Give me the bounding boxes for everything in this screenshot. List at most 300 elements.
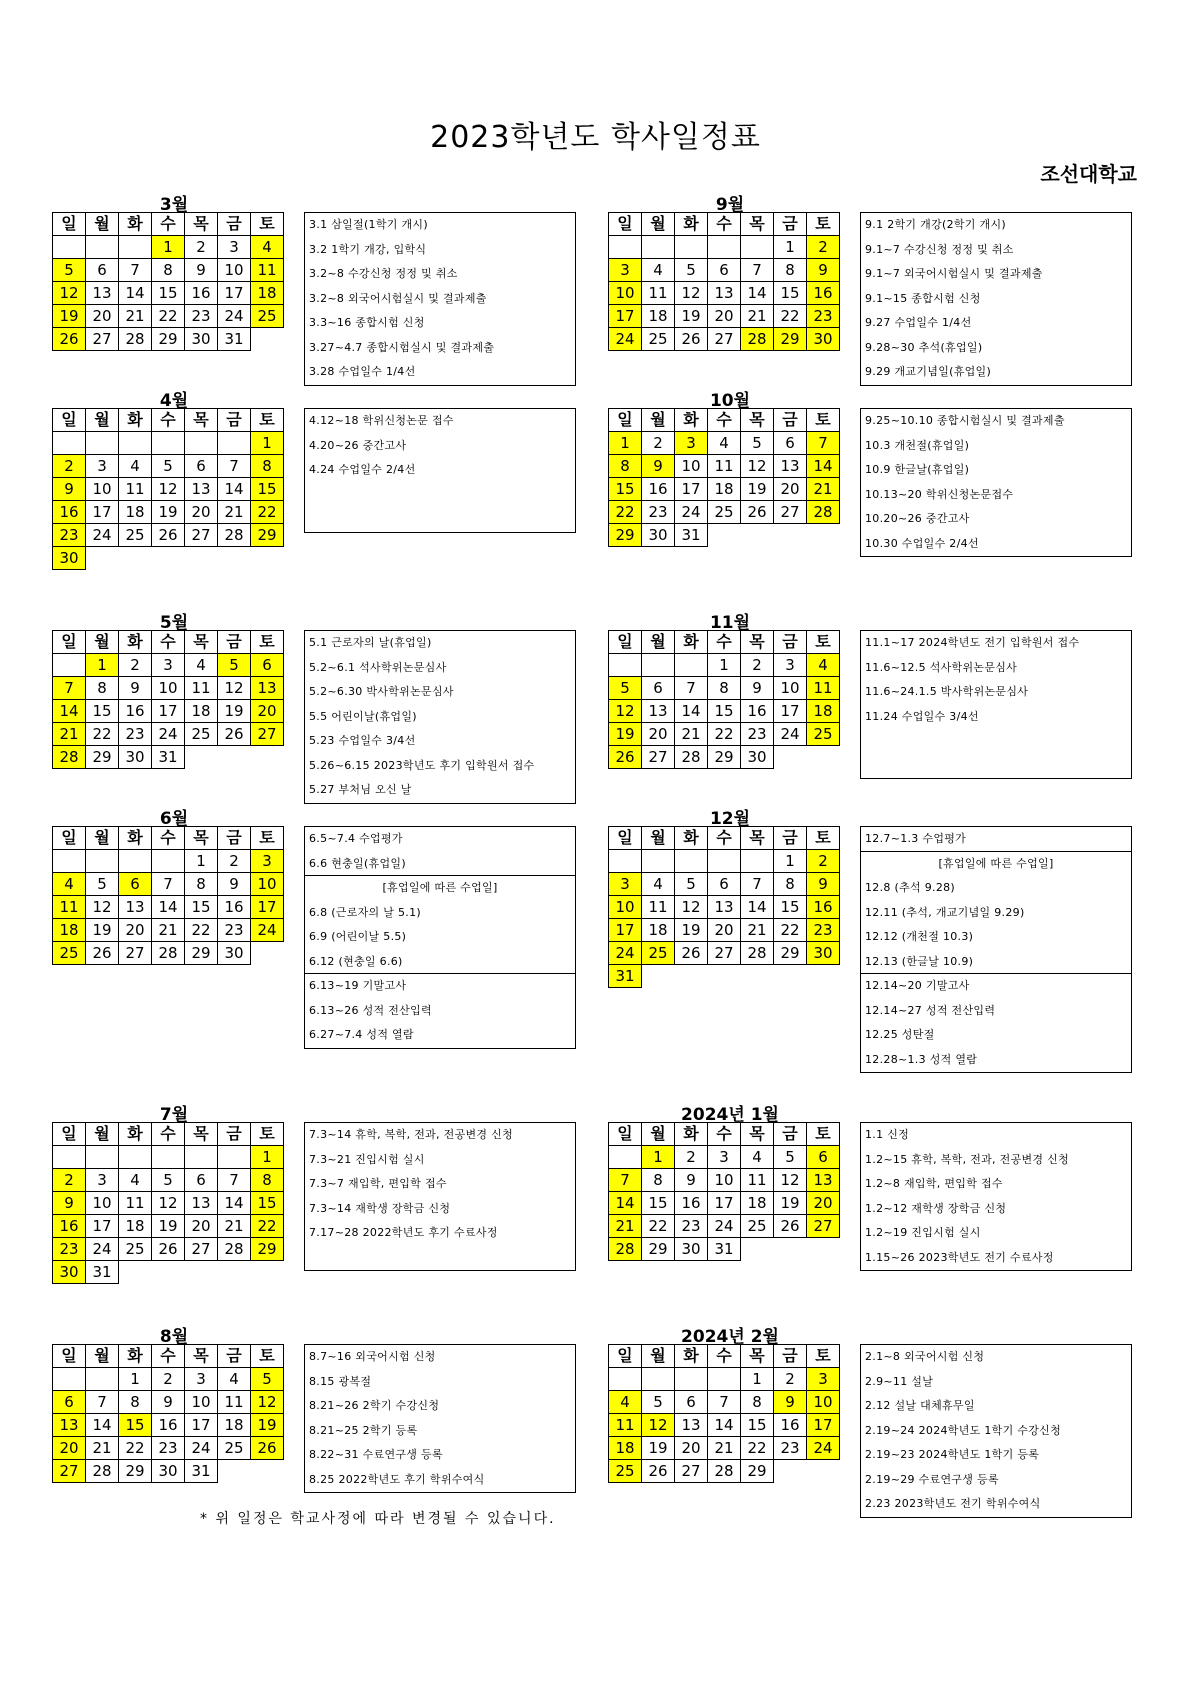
day-cell: 8: [642, 1169, 675, 1192]
day-cell: 1: [774, 236, 807, 259]
weekday-header: 일: [609, 1123, 642, 1146]
day-cell: 18: [642, 919, 675, 942]
weekday-header: 목: [741, 1345, 774, 1368]
month-label: 4월: [159, 391, 189, 411]
day-cell: 11: [119, 478, 152, 501]
week-row: [609, 1215, 840, 1238]
day-cell: 29: [774, 942, 807, 965]
day-cell: 8: [708, 677, 741, 700]
weekday-header: 화: [675, 631, 708, 654]
week-row: [609, 746, 840, 769]
day-cell: 5: [741, 432, 774, 455]
day-cell: 27: [807, 1215, 840, 1238]
event-item: 12.11 (추석, 개교기념일 9.29): [865, 905, 1025, 919]
day-cell: 25: [708, 501, 741, 524]
week-row: [53, 259, 284, 282]
blank-cell: [774, 524, 807, 547]
month-table: [608, 1344, 840, 1483]
day-cell: 27: [185, 1238, 218, 1261]
day-cell: 22: [774, 919, 807, 942]
empty-cell: [609, 236, 642, 259]
day-cell: 26: [774, 1215, 807, 1238]
day-cell: 27: [642, 746, 675, 769]
day-cell: 15: [708, 700, 741, 723]
day-cell: 14: [807, 455, 840, 478]
day-cell: 12: [53, 282, 86, 305]
month-table: [52, 1344, 284, 1483]
day-cell: 15: [609, 478, 642, 501]
weekday-header: 일: [609, 827, 642, 850]
month-m5: [52, 613, 284, 769]
day-cell: 14: [741, 282, 774, 305]
events-box: [860, 212, 1132, 386]
month-table: [52, 826, 284, 965]
day-cell: 21: [218, 501, 251, 524]
weekday-header: 토: [807, 1345, 840, 1368]
day-cell: 11: [218, 1391, 251, 1414]
day-cell: 20: [642, 723, 675, 746]
day-cell: 4: [741, 1146, 774, 1169]
weekday-header: 월: [86, 409, 119, 432]
day-cell: 1: [609, 432, 642, 455]
day-cell: 26: [86, 942, 119, 965]
week-row: [53, 850, 284, 873]
day-cell: 8: [774, 873, 807, 896]
day-cell: 1: [774, 850, 807, 873]
week-row: [609, 850, 840, 873]
month-label: 7월: [159, 1105, 189, 1125]
empty-cell: [119, 850, 152, 873]
week-row: [609, 432, 840, 455]
day-cell: 20: [774, 478, 807, 501]
day-cell: 14: [218, 1192, 251, 1215]
day-cell: 7: [609, 1169, 642, 1192]
day-cell: 22: [642, 1215, 675, 1238]
events-box: [304, 1344, 576, 1493]
day-cell: 18: [251, 282, 284, 305]
weekday-header: 일: [609, 631, 642, 654]
day-cell: 8: [774, 259, 807, 282]
event-item: 6.12 (현충일 6.6): [305, 950, 575, 975]
empty-cell: [675, 654, 708, 677]
day-cell: 20: [185, 501, 218, 524]
event-item: 12.13 (한글날 10.9): [861, 950, 1131, 975]
empty-cell: [708, 850, 741, 873]
day-cell: 31: [708, 1238, 741, 1261]
weekday-header: 월: [86, 827, 119, 850]
weekday-header: 월: [642, 631, 675, 654]
week-row: [53, 942, 284, 965]
day-cell: 21: [218, 1215, 251, 1238]
day-cell: 8: [741, 1391, 774, 1414]
day-cell: 3: [807, 1368, 840, 1391]
event-item: [휴업일에 따른 수업일]: [382, 881, 498, 894]
week-row: [609, 328, 840, 351]
event-item: 10.20~26 중간고사: [865, 512, 970, 525]
day-cell: 13: [708, 282, 741, 305]
blank-cell: [741, 965, 774, 988]
day-cell: 2: [675, 1146, 708, 1169]
empty-cell: [86, 1146, 119, 1169]
month-label: 2024년 1월: [681, 1105, 779, 1125]
month-label: 9월: [715, 195, 745, 215]
day-cell: 2: [807, 236, 840, 259]
blank-cell: [807, 524, 840, 547]
day-cell: 29: [86, 746, 119, 769]
day-cell: 16: [807, 282, 840, 305]
event-item: 12.8 (추석 9.28): [865, 881, 956, 894]
blank-cell: [251, 328, 284, 351]
day-cell: 23: [53, 524, 86, 547]
empty-cell: [609, 1146, 642, 1169]
week-row: [53, 677, 284, 700]
event-item: 9.1 2학기 개강(2학기 개시): [865, 218, 1006, 231]
blank-cell: [251, 746, 284, 769]
day-cell: 6: [251, 654, 284, 677]
event-item: 7.17~28 2022학년도 후기 수료사정: [309, 1226, 498, 1239]
day-cell: 22: [185, 919, 218, 942]
day-cell: 7: [741, 873, 774, 896]
empty-cell: [218, 1146, 251, 1169]
event-item: 9.27 수업일수 1/4선: [865, 316, 972, 329]
weekday-header: 금: [218, 827, 251, 850]
event-item: 11.1~17 2024학년도 전기 입학원서 접수: [865, 636, 1080, 649]
day-cell: 19: [86, 919, 119, 942]
event-item: 6.8 (근로자의 날 5.1): [309, 905, 421, 919]
weekday-header: 수: [152, 827, 185, 850]
day-cell: 8: [119, 1391, 152, 1414]
day-cell: 12: [152, 478, 185, 501]
page-title: 2023학년도 학사일정표: [430, 120, 761, 155]
day-cell: 17: [152, 700, 185, 723]
day-cell: 4: [251, 236, 284, 259]
event-item: 4.20~26 중간고사: [309, 438, 407, 452]
day-cell: 14: [86, 1414, 119, 1437]
month-label: 6월: [159, 809, 189, 829]
blank-cell: [185, 547, 218, 570]
day-cell: 14: [53, 700, 86, 723]
event-item: 2.19~23 2024학년도 1학기 등록: [865, 1448, 1040, 1461]
week-row: [53, 654, 284, 677]
weekday-header: 금: [774, 827, 807, 850]
day-cell: 17: [185, 1414, 218, 1437]
week-row: [609, 236, 840, 259]
day-cell: 22: [708, 723, 741, 746]
day-cell: 17: [86, 1215, 119, 1238]
event-item: 3.2~8 외국어시험실시 및 결과제출: [309, 291, 487, 305]
weekday-header: 토: [251, 827, 284, 850]
event-item: 3.28 수업일수 1/4선: [309, 365, 416, 378]
weekday-header: 금: [774, 1123, 807, 1146]
day-cell: 31: [609, 965, 642, 988]
day-cell: 4: [119, 1169, 152, 1192]
event-item: 12.28~1.3 성적 열람: [865, 1052, 978, 1066]
day-cell: 27: [251, 723, 284, 746]
day-cell: 30: [642, 524, 675, 547]
day-cell: 16: [119, 700, 152, 723]
month-m2: [608, 1327, 840, 1483]
day-cell: 28: [86, 1460, 119, 1483]
weekday-header: 토: [251, 409, 284, 432]
day-cell: 24: [774, 723, 807, 746]
event-item: 5.1 근로자의 날(휴업일): [309, 636, 432, 649]
weekday-header: 목: [741, 1123, 774, 1146]
weekday-header: 화: [119, 631, 152, 654]
week-row: [609, 919, 840, 942]
month-m7: [52, 1105, 284, 1284]
event-item: 6.13~26 성적 전산입력: [309, 1003, 432, 1017]
empty-cell: [152, 850, 185, 873]
event-item: 9.28~30 추석(휴업일): [865, 340, 983, 354]
week-row: [609, 305, 840, 328]
day-cell: 19: [218, 700, 251, 723]
day-cell: 7: [675, 677, 708, 700]
day-cell: 14: [675, 700, 708, 723]
event-item: 1.2~8 재입학, 편입학 접수: [865, 1177, 1003, 1190]
day-cell: 12: [675, 282, 708, 305]
day-cell: 29: [642, 1238, 675, 1261]
day-cell: 30: [741, 746, 774, 769]
day-cell: 29: [152, 328, 185, 351]
day-cell: 19: [741, 478, 774, 501]
day-cell: 20: [708, 919, 741, 942]
day-cell: 3: [609, 873, 642, 896]
weekday-header: 화: [675, 409, 708, 432]
empty-cell: [53, 1146, 86, 1169]
day-cell: 10: [807, 1391, 840, 1414]
blank-cell: [741, 524, 774, 547]
blank-cell: [251, 547, 284, 570]
day-cell: 8: [152, 259, 185, 282]
event-item: 2.19~29 수료연구생 등록: [865, 1472, 999, 1486]
day-cell: 10: [609, 282, 642, 305]
blank-cell: [807, 746, 840, 769]
day-cell: 19: [251, 1414, 284, 1437]
day-cell: 30: [807, 328, 840, 351]
day-cell: 13: [675, 1414, 708, 1437]
day-cell: 6: [53, 1391, 86, 1414]
day-cell: 24: [251, 919, 284, 942]
day-cell: 9: [218, 873, 251, 896]
event-item: 6.6 현충일(휴업일): [305, 852, 575, 877]
footnote: * 위 일정은 학교사정에 따라 변경될 수 있습니다.: [200, 1511, 556, 1527]
event-item: 12.25 성탄절: [865, 1028, 935, 1041]
day-cell: 10: [774, 677, 807, 700]
day-cell: 12: [251, 1391, 284, 1414]
day-cell: 24: [152, 723, 185, 746]
day-cell: 18: [708, 478, 741, 501]
event-item: 2.1~8 외국어시험 신청: [865, 1350, 985, 1363]
day-cell: 10: [86, 478, 119, 501]
week-row: [53, 501, 284, 524]
blank-cell: [807, 1238, 840, 1261]
event-item: 5.5 어린이날(휴업일): [309, 709, 417, 723]
empty-cell: [53, 1368, 86, 1391]
week-row: [609, 1391, 840, 1414]
day-cell: 27: [86, 328, 119, 351]
day-cell: 28: [119, 328, 152, 351]
day-cell: 24: [708, 1215, 741, 1238]
events-box: [860, 1122, 1132, 1271]
week-row: [609, 478, 840, 501]
day-cell: 7: [807, 432, 840, 455]
day-cell: 11: [185, 677, 218, 700]
day-cell: 11: [251, 259, 284, 282]
weekday-header: 토: [807, 1123, 840, 1146]
event-item: 3.27~4.7 종합시험실시 및 결과제출: [309, 340, 495, 354]
week-row: [53, 1146, 284, 1169]
day-cell: 11: [642, 282, 675, 305]
weekday-header: 금: [774, 409, 807, 432]
day-cell: 15: [642, 1192, 675, 1215]
day-cell: 16: [774, 1414, 807, 1437]
week-row: [53, 746, 284, 769]
weekday-header: 목: [185, 213, 218, 236]
day-cell: 18: [642, 305, 675, 328]
weekday-header: 수: [708, 1345, 741, 1368]
weekday-header: 일: [53, 1123, 86, 1146]
month-m8: [52, 1327, 284, 1483]
day-cell: 23: [807, 919, 840, 942]
month-label: 12월: [709, 809, 751, 829]
day-cell: 15: [741, 1414, 774, 1437]
weekday-header: 일: [609, 409, 642, 432]
day-cell: 12: [152, 1192, 185, 1215]
blank-cell: [218, 746, 251, 769]
weekday-header: 금: [218, 213, 251, 236]
day-cell: 25: [119, 1238, 152, 1261]
weekday-header: 월: [642, 213, 675, 236]
day-cell: 21: [119, 305, 152, 328]
empty-cell: [708, 236, 741, 259]
week-row: [609, 455, 840, 478]
week-row: [609, 700, 840, 723]
month-table: [52, 630, 284, 769]
day-cell: 1: [741, 1368, 774, 1391]
blank-cell: [218, 1460, 251, 1483]
day-cell: 6: [642, 677, 675, 700]
blank-cell: [708, 965, 741, 988]
weekday-header: 토: [251, 1345, 284, 1368]
day-cell: 22: [119, 1437, 152, 1460]
day-cell: 9: [152, 1391, 185, 1414]
day-cell: 9: [119, 677, 152, 700]
empty-cell: [119, 1146, 152, 1169]
day-cell: 12: [218, 677, 251, 700]
day-cell: 28: [741, 328, 774, 351]
day-cell: 3: [609, 259, 642, 282]
day-cell: 24: [185, 1437, 218, 1460]
week-row: [53, 873, 284, 896]
event-item: 6.13~19 기말고사: [309, 979, 407, 992]
empty-cell: [741, 850, 774, 873]
weekday-header: 수: [152, 1345, 185, 1368]
day-cell: 10: [185, 1391, 218, 1414]
week-row: [609, 501, 840, 524]
day-cell: 23: [53, 1238, 86, 1261]
day-cell: 7: [741, 259, 774, 282]
day-cell: 7: [152, 873, 185, 896]
week-row: [53, 1215, 284, 1238]
month-m11: [608, 613, 840, 769]
week-row: [609, 677, 840, 700]
day-cell: 8: [185, 873, 218, 896]
event-item: 8.15 광복절: [309, 1374, 372, 1388]
week-row: [53, 305, 284, 328]
day-cell: 7: [86, 1391, 119, 1414]
event-item: 8.21~26 2학기 수강신청: [309, 1399, 440, 1412]
event-item: 7.3~7 재입학, 편입학 접수: [309, 1177, 447, 1190]
week-row: [53, 432, 284, 455]
week-row: [53, 547, 284, 570]
day-cell: 14: [119, 282, 152, 305]
event-item: 5.2~6.1 석사학위논문심사: [309, 660, 447, 674]
day-cell: 4: [218, 1368, 251, 1391]
weekday-header: 화: [119, 1345, 152, 1368]
blank-cell: [152, 547, 185, 570]
event-item: 4.12~18 학위신청논문 접수: [309, 414, 454, 427]
event-item: [휴업일에 따른 수업일]: [938, 856, 1054, 870]
event-item: 1.2~15 휴학, 복학, 전과, 전공변경 신청: [865, 1152, 1069, 1166]
day-cell: 24: [86, 524, 119, 547]
week-row: [53, 723, 284, 746]
event-item: 1.15~26 2023학년도 전기 수료사정: [865, 1250, 1054, 1264]
weekday-header: 토: [251, 631, 284, 654]
blank-cell: [774, 965, 807, 988]
event-item: 6.27~7.4 성적 열람: [309, 1028, 414, 1041]
day-cell: 1: [185, 850, 218, 873]
day-cell: 21: [741, 305, 774, 328]
day-cell: 25: [642, 942, 675, 965]
day-cell: 29: [609, 524, 642, 547]
day-cell: 16: [53, 501, 86, 524]
week-row: [609, 1437, 840, 1460]
month-table: [52, 408, 284, 570]
day-cell: 2: [218, 850, 251, 873]
event-item: 10.30 수업일수 2/4선: [865, 536, 979, 550]
weekday-header: 목: [185, 1345, 218, 1368]
day-cell: 13: [251, 677, 284, 700]
day-cell: 20: [53, 1437, 86, 1460]
event-item: 10.9 한글날(휴업일): [865, 463, 970, 476]
day-cell: 16: [675, 1192, 708, 1215]
day-cell: 2: [53, 1169, 86, 1192]
month-m10: [608, 391, 840, 547]
event-item: 5.26~6.15 2023학년도 후기 입학원서 접수: [309, 758, 535, 772]
event-item: 6.9 (어린이날 5.5): [309, 930, 407, 943]
empty-cell: [185, 432, 218, 455]
day-cell: 21: [152, 919, 185, 942]
week-row: [609, 896, 840, 919]
day-cell: 25: [251, 305, 284, 328]
day-cell: 21: [86, 1437, 119, 1460]
day-cell: 26: [675, 328, 708, 351]
day-cell: 25: [741, 1215, 774, 1238]
day-cell: 29: [119, 1460, 152, 1483]
week-row: [53, 1460, 284, 1483]
day-cell: 30: [185, 328, 218, 351]
day-cell: 5: [53, 259, 86, 282]
day-cell: 13: [807, 1169, 840, 1192]
day-cell: 21: [675, 723, 708, 746]
weekday-header: 목: [741, 409, 774, 432]
day-cell: 2: [53, 455, 86, 478]
day-cell: 28: [53, 746, 86, 769]
day-cell: 19: [642, 1437, 675, 1460]
events-box: [860, 1344, 1132, 1518]
day-cell: 27: [185, 524, 218, 547]
day-cell: 23: [774, 1437, 807, 1460]
